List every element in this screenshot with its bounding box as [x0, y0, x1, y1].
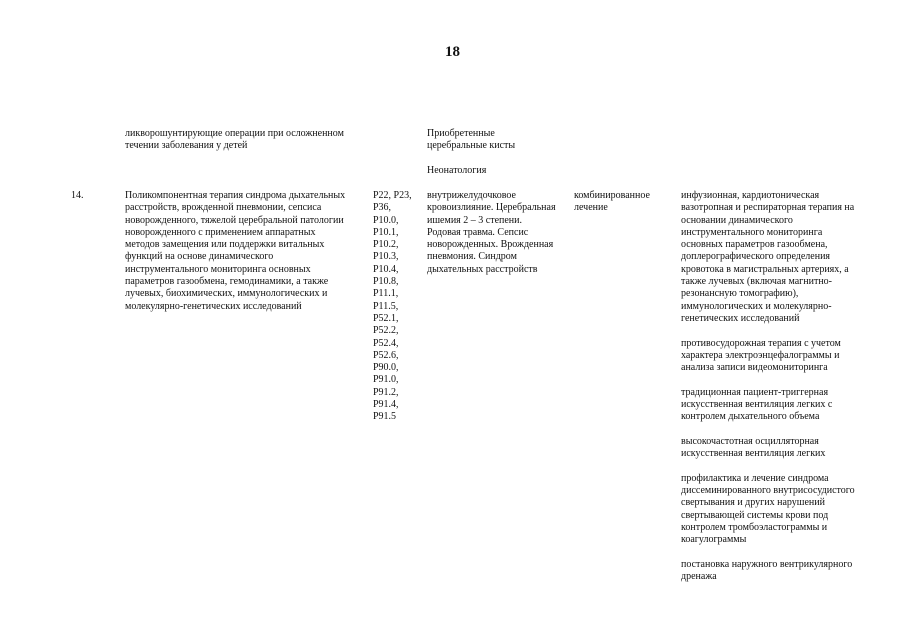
treatment-method	[681, 473, 855, 547]
diagnosis-line: Приобретенные	[427, 128, 495, 139]
treatment-method-line: доплерографического определения	[681, 251, 831, 263]
treatment-method-line: инструментального мониторинга	[681, 226, 823, 238]
icd-code: P10.0,	[373, 214, 399, 226]
treatment-method-line: противосудорожная терапия с учетом	[681, 337, 841, 349]
diagnosis-line: церебральные кисты	[427, 140, 516, 152]
icd-code: P11.5,	[373, 300, 399, 312]
treatment-method-line: резонансную томографию),	[681, 288, 799, 300]
procedure-name-line: новорожденного, тяжелой церебральной патологии	[125, 214, 344, 226]
treatment-method-line: иммунологических и молекулярно-	[681, 300, 832, 312]
treatment-method	[681, 338, 855, 375]
treatment-method-line: искусственная вентиляция легких с	[681, 399, 833, 411]
diagnosis-line: дыхательных расстройств	[427, 263, 538, 275]
icd-code: P91.4,	[373, 399, 399, 411]
icd-code: P52.1,	[373, 312, 399, 324]
row-number: 14.	[71, 190, 84, 201]
icd-code: P10.1,	[373, 226, 399, 238]
icd-code: P11.1,	[373, 288, 399, 300]
icd-code: P36,	[373, 202, 392, 214]
treatment-type	[574, 190, 650, 215]
diagnosis-line: Родовая травма. Сепсис	[427, 226, 529, 238]
treatment-method-line: кровотока в магистральных артериях, а	[681, 263, 849, 275]
diagnosis-line: кровоизлияние. Церебральная	[427, 202, 556, 214]
procedure-name-line: функций на основе динамического	[125, 251, 274, 263]
diagnosis-line: пневмония. Синдром	[427, 251, 517, 263]
treatment-method-line: традиционная пациент-триггерная	[681, 386, 829, 398]
procedure-name-line: лучевых, биохимических, иммунологических и	[125, 288, 328, 300]
treatment-method-line: также лучевых (включая магнитно-	[681, 276, 833, 288]
icd-codes	[373, 190, 412, 424]
treatment-method-line: контролем дыхательного объема	[681, 411, 820, 423]
icd-code: P91.2,	[373, 386, 399, 398]
treatment-type-line: комбинированное	[574, 190, 650, 201]
icd-code: P91.0,	[373, 374, 399, 386]
procedure-name-line: методов замещения или поддержки витальных	[125, 239, 325, 251]
section-heading: Неонатология	[427, 165, 487, 176]
treatment-type-line: лечение	[574, 202, 608, 214]
icd-code: P10.4,	[373, 263, 399, 275]
procedure-name-line: Поликомпонентная терапия синдрома дыхательных	[125, 190, 346, 201]
procedure-name	[125, 190, 345, 313]
treatment-method-line: генетических исследований	[681, 312, 800, 324]
treatment-methods	[681, 190, 855, 584]
treatment-method-line: свертывания и других нарушений	[681, 497, 825, 509]
treatment-method-line: вазотропная и респираторная терапия на	[681, 202, 855, 214]
procedure-continuation	[125, 128, 344, 153]
icd-code: P10.2,	[373, 239, 399, 251]
treatment-method	[681, 190, 855, 325]
procedure-name-line: новорожденного с применением аппаратных	[125, 226, 316, 238]
procedure-name-line: расстройств, врожденной пневмонии, сепсиса	[125, 202, 322, 214]
diagnosis-line: внутрижелудочковое	[427, 190, 516, 201]
treatment-method-line: инфузионная, кардиотоническая	[681, 190, 820, 201]
icd-code: P52.2,	[373, 325, 399, 337]
icd-code: P90.0,	[373, 362, 399, 374]
treatment-method-line: контролем тромбоэластограммы и	[681, 522, 828, 534]
treatment-method-line: искусственная вентиляция легких	[681, 448, 826, 460]
treatment-method-line: основании динамического	[681, 214, 793, 226]
icd-code: P91.5	[373, 411, 397, 423]
procedure-line: ликворошунтирующие операции при осложненном	[125, 128, 344, 139]
diagnosis-line: новорожденных. Врожденная	[427, 239, 554, 251]
treatment-method-line: высокочастотная осцилляторная	[681, 435, 819, 447]
page-number: 18	[445, 44, 460, 60]
icd-code: P22, P23,	[373, 190, 412, 201]
treatment-method	[681, 387, 855, 424]
treatment-method-line: характера электроэнцефалограммы и	[681, 349, 840, 361]
icd-code: P10.3,	[373, 251, 399, 263]
treatment-method-line: основных параметров газообмена,	[681, 239, 828, 251]
procedure-line: течении заболевания у детей	[125, 140, 248, 152]
diagnosis-line: ишемия 2 – 3 степени.	[427, 214, 523, 226]
procedure-name-line: инструментального мониторинга основных	[125, 263, 311, 275]
icd-code: P10.8,	[373, 276, 399, 288]
treatment-method-line: диссеминированного внутрисосудистого	[681, 485, 855, 497]
diagnosis-continuation	[427, 128, 515, 153]
icd-code: P52.4,	[373, 337, 399, 349]
treatment-method-line: коагулограммы	[681, 534, 747, 546]
treatment-method-line: свертывающей системы крови под	[681, 509, 829, 521]
treatment-method-line: дренажа	[681, 571, 717, 583]
diagnosis	[427, 190, 556, 276]
treatment-method	[681, 436, 855, 461]
treatment-method	[681, 559, 855, 584]
treatment-method-line: анализа записи видеомониторинга	[681, 362, 828, 374]
icd-code: P52.6,	[373, 349, 399, 361]
treatment-method-line: профилактика и лечение синдрома	[681, 472, 829, 484]
treatment-method-line: постановка наружного вентрикулярного	[681, 558, 853, 570]
procedure-name-line: молекулярно-генетических исследований	[125, 300, 302, 312]
procedure-name-line: параметров газообмена, гемодинамики, а также	[125, 276, 329, 288]
